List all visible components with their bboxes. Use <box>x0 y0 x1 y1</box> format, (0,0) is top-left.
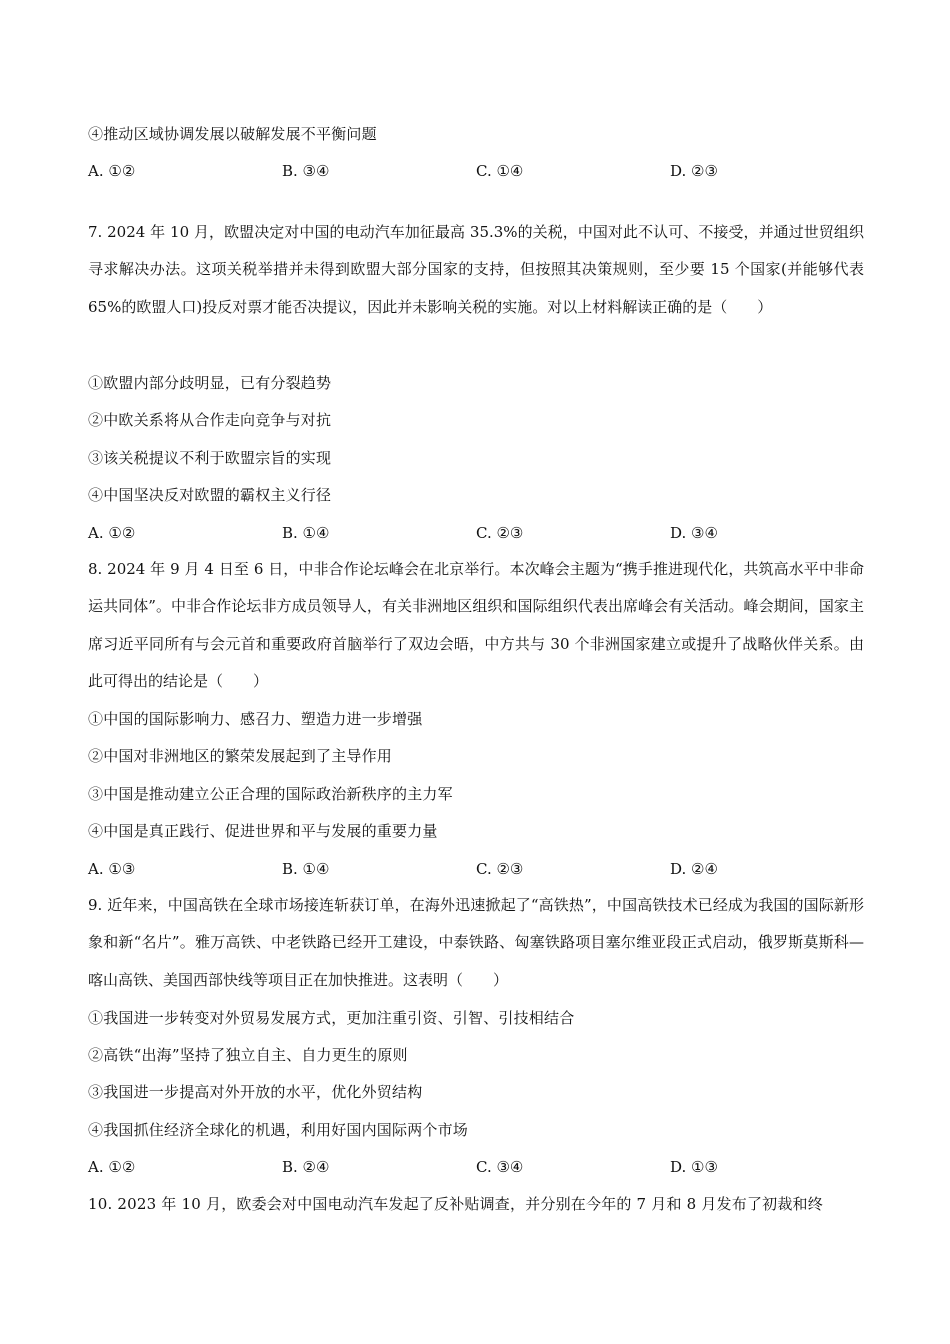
q7-stem: 7. 2024 年 10 月，欧盟决定对中国的电动汽车加征最高 35.3%的关税，中国对此不认可、不接受，并通过世贸组织寻求解决办法。这项关税举措并未得到欧盟大部分国家的支持，但按照其决策规则，至少要 15 个国家(并能够代表 65%的欧盟人口)投反对票才能否决提议，因此并未影响关税的实施。对以上材料解读正确的是（ ） <box>88 223 864 316</box>
q9-item-3: ③我国进一步提高对外开放的水平，优化外贸结构 <box>88 1083 423 1101</box>
q7-option-c: C. ②③ <box>476 524 524 542</box>
q6-item-4: ④推动区域协调发展以破解发展不平衡问题 <box>88 125 377 143</box>
q8-option-b: B. ①④ <box>282 860 330 878</box>
q6-option-c: C. ①④ <box>476 162 524 180</box>
q9-option-a: A. ①② <box>88 1158 136 1176</box>
q8-item-4: ④中国是真正践行、促进世界和平与发展的重要力量 <box>88 822 438 840</box>
q9-stem: 9. 近年来，中国高铁在全球市场接连斩获订单，在海外迅速掀起了“高铁热”，中国高铁技术已经成为我国的国际新形象和新“名片”。雅万高铁、中老铁路已经开工建设，中泰铁路、匈塞铁路项目塞尔维亚段正式启动，俄罗斯莫斯科—喀山高铁、美国西部快线等项目正在加快推进。这表明（ ） <box>88 896 864 989</box>
q9-option-c: C. ③④ <box>476 1158 524 1176</box>
q6-option-b: B. ③④ <box>282 162 330 180</box>
q8-stem: 8. 2024 年 9 月 4 日至 6 日，中非合作论坛峰会在北京举行。本次峰会主题为“携手推进现代化，共筑高水平中非命运共同体”。中非合作论坛非方成员领导人，有关非洲地区组织和国际组织代表出席峰会有关活动。峰会期间，国家主席习近平同所有与会元首和重要政府首脑举行了双边会晤，中方共与 30 个非洲国家建立或提升了战略伙伴关系。由此可得出的结论是（ ） <box>88 560 864 690</box>
q8-item-3: ③中国是推动建立公正合理的国际政治新秩序的主力军 <box>88 785 453 803</box>
q9-option-b: B. ②④ <box>282 1158 330 1176</box>
q6-option-a: A. ①② <box>88 162 136 180</box>
q7-options <box>88 523 864 543</box>
q7-item-4: ④中国坚决反对欧盟的霸权主义行径 <box>88 486 332 504</box>
q8-option-d: D. ②④ <box>670 860 718 878</box>
q9-option-d: D. ①③ <box>670 1158 718 1176</box>
q7-option-d: D. ③④ <box>670 524 718 542</box>
q9-item-1: ①我国进一步转变对外贸易发展方式，更加注重引资、引智、引技相结合 <box>88 1009 575 1027</box>
q6-option-d: D. ②③ <box>670 162 718 180</box>
q7-item-2: ②中欧关系将从合作走向竞争与对抗 <box>88 411 332 429</box>
q8-option-a: A. ①③ <box>88 860 136 878</box>
q8-options <box>88 859 864 879</box>
q6-options <box>88 161 864 181</box>
q7-option-b: B. ①④ <box>282 524 330 542</box>
q8-item-2: ②中国对非洲地区的繁荣发展起到了主导作用 <box>88 747 393 765</box>
q8-item-1: ①中国的国际影响力、感召力、塑造力进一步增强 <box>88 710 423 728</box>
q7-item-3: ③该关税提议不利于欧盟宗旨的实现 <box>88 449 332 467</box>
q10-stem: 10. 2023 年 10 月，欧委会对中国电动汽车发起了反补贴调查，并分别在今年的 7 月和 8 月发布了初裁和终 <box>88 1195 823 1213</box>
q7-item-1: ①欧盟内部分歧明显，已有分裂趋势 <box>88 374 332 392</box>
q7-option-a: A. ①② <box>88 524 136 542</box>
q9-item-4: ④我国抓住经济全球化的机遇，利用好国内国际两个市场 <box>88 1121 469 1139</box>
q8-option-c: C. ②③ <box>476 860 524 878</box>
q9-options <box>88 1157 864 1177</box>
q9-item-2: ②高铁“出海”坚持了独立自主、自力更生的原则 <box>88 1046 408 1064</box>
